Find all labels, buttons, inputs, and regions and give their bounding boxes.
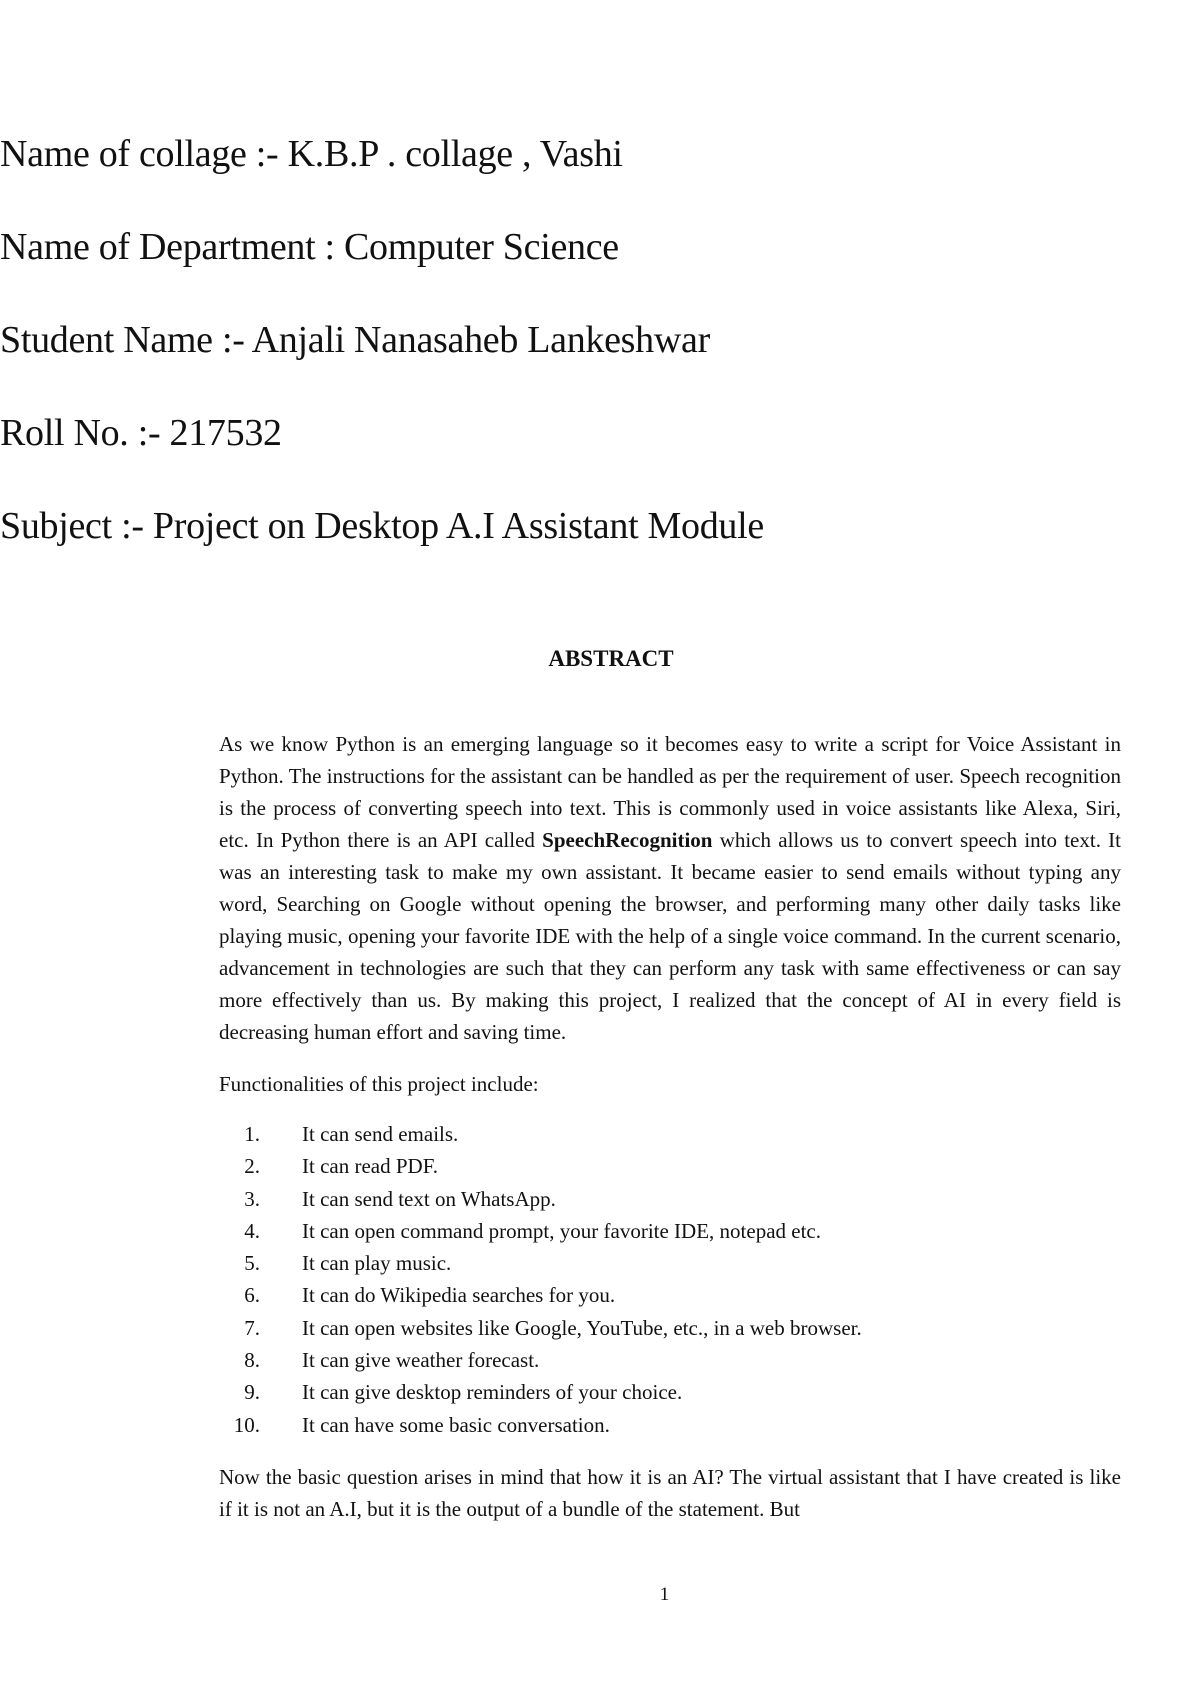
college-name: Name of collage :- K.B.P . collage , Vashi bbox=[0, 133, 623, 175]
list-number: 2. bbox=[244, 1154, 260, 1179]
abstract-body bbox=[219, 728, 1121, 1525]
list-item bbox=[219, 1150, 1121, 1182]
functionalities-intro: Functionalities of this project include: bbox=[219, 1072, 539, 1096]
list-item-text: It can give weather forecast. bbox=[302, 1348, 540, 1373]
list-item-text: It can give desktop reminders of your choice. bbox=[302, 1380, 683, 1405]
list-item-text: It can read PDF. bbox=[302, 1154, 438, 1179]
cover-details bbox=[0, 132, 1200, 597]
student-name: Student Name :- Anjali Nanasaheb Lankeshwar bbox=[0, 319, 710, 361]
list-item-text: It can do Wikipedia searches for you. bbox=[302, 1283, 616, 1308]
list-item-text: It can open websites like Google, YouTube, etc., in a web browser. bbox=[302, 1315, 862, 1340]
abstract-text-end: which allows us to convert speech into text. It was an interesting task to make my own assistant. It became easier to send emails without typing any word, Searching on Google without opening the browser, and performing many other daily tasks like playing music, opening your favorite IDE with the help of a single voice command. In the current scenario, advancement in technologies are such that they can perform any task with same effectiveness or can say more effectively than us. By making this project, I realized that the concept of AI in every field is decreasing human effort and saving time. bbox=[219, 828, 1122, 1044]
roll-number: Roll No. :- 217532 bbox=[0, 412, 282, 454]
page-number: 1 bbox=[659, 1584, 670, 1605]
closing-paragraph: Now the basic question arises in mind that how it is an AI? The virtual assistant that I have created is like if it is not an A.I, but it is the output of a bundle of the statement. But bbox=[219, 1464, 1121, 1521]
list-item bbox=[219, 1344, 1121, 1376]
list-item bbox=[219, 1376, 1121, 1408]
list-item bbox=[219, 1118, 1121, 1150]
list-item-text: It can open command prompt, your favorite IDE, notepad etc. bbox=[302, 1218, 821, 1243]
functionalities-list bbox=[219, 1118, 1121, 1441]
list-number: 4. bbox=[244, 1218, 260, 1243]
api-name: SpeechRecognition bbox=[542, 828, 713, 852]
abstract-heading: ABSTRACT bbox=[548, 646, 674, 671]
list-item bbox=[219, 1247, 1121, 1279]
list-number: 5. bbox=[244, 1251, 260, 1276]
list-item-text: It can have some basic conversation. bbox=[302, 1412, 610, 1437]
list-number: 1. bbox=[244, 1122, 260, 1146]
list-number: 3. bbox=[244, 1186, 260, 1211]
list-item-text: It can send emails. bbox=[302, 1122, 459, 1146]
list-item bbox=[219, 1279, 1121, 1311]
list-item bbox=[219, 1312, 1121, 1344]
department-name: Name of Department : Computer Science bbox=[0, 226, 619, 268]
list-number: 8. bbox=[244, 1348, 260, 1373]
list-number: 10. bbox=[233, 1412, 260, 1437]
subject-line: Subject :- Project on Desktop A.I Assistant Module bbox=[0, 505, 764, 547]
abstract-paragraph bbox=[219, 728, 1121, 1048]
list-item-text: It can play music. bbox=[302, 1251, 452, 1276]
list-number: 9. bbox=[244, 1380, 260, 1405]
list-item bbox=[219, 1409, 1121, 1441]
list-item-text: It can send text on WhatsApp. bbox=[302, 1186, 556, 1211]
list-number: 6. bbox=[244, 1283, 260, 1308]
list-number: 7. bbox=[244, 1315, 260, 1340]
list-item bbox=[219, 1183, 1121, 1215]
abstract-text-start: As we know Python is an emerging language so it becomes easy to write a script for Voice Assistant in Python. The instructions for the assistant can be handled as per the requirement of user. Speech recognition is the process of converting speech into text. This is commonly used in voice assistants like Alexa, Siri, etc. In Python there is an API called bbox=[219, 732, 1121, 852]
list-item bbox=[219, 1215, 1121, 1247]
